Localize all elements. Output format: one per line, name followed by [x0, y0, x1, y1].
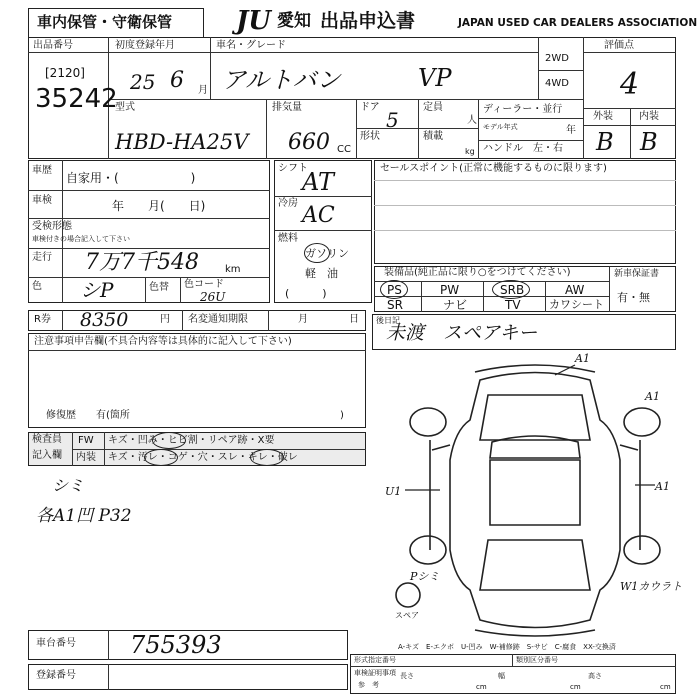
history-value: 自家用・( ) [66, 171, 196, 185]
inspector-note-1: シミ [52, 476, 85, 495]
wheel-front-left [410, 408, 446, 436]
model-year-label: モデル年式 [483, 123, 518, 131]
type-label: 型式 [115, 102, 135, 113]
sales-point-block [374, 160, 676, 264]
cert-block [350, 654, 676, 694]
tax-unit: 円 [160, 314, 170, 325]
color-code-value: 26U [200, 290, 226, 304]
dent-circle [152, 432, 186, 449]
ac-label: 冷房 [278, 198, 298, 209]
kg-unit: kg [465, 147, 475, 156]
doors-label: ドア [360, 102, 380, 113]
inspector-label-1: 検査員 [32, 434, 62, 445]
mirror-left [432, 445, 450, 450]
rear-bumper [475, 630, 595, 636]
grade-value: VP [418, 64, 452, 92]
diagram-legend: A-キズ E-エクボ U-凹み W-補修跡 S-サビ C-腐食 XX-交換済 [398, 643, 616, 651]
exterior-value: B [596, 128, 614, 156]
width-label: 幅 [498, 672, 505, 680]
new-car-value: 有・無 [617, 291, 650, 304]
equip-navi: ナビ [443, 298, 468, 312]
width-cm: cm [570, 683, 581, 691]
mileage-label: 走行 [32, 252, 52, 263]
fuel-gas: ガソリン [305, 247, 349, 260]
accept-note: 車検付きの場合記入して下さい [32, 235, 130, 243]
drive-4wd: 4WD [545, 78, 569, 89]
scuff-circle [250, 449, 284, 466]
equip-leather: カワシート [549, 298, 604, 311]
tax-value: 8350 [80, 309, 129, 331]
repair-label: 修復歴 有(箇所 [46, 410, 130, 421]
org-name: 愛知 [277, 11, 311, 31]
form-title: 出品申込書 [320, 10, 416, 32]
srb-circle [492, 280, 530, 299]
lot-bracket: [2120] [45, 66, 85, 80]
int-items: キズ・汚レ・コゲ・穴・スレ・キレ・破レ [108, 452, 298, 463]
cert-label: 車検証明事項 [354, 669, 396, 677]
equip-srb: SRB [500, 283, 525, 297]
deadline-day: 日 [349, 314, 359, 325]
reg-label: 登録番号 [36, 670, 76, 681]
reg-block [28, 664, 348, 690]
cert-ref: 参 考 [358, 681, 379, 689]
car-damage-diagram [380, 350, 690, 650]
stain-circle [144, 449, 178, 466]
storage-label: 車内保管・守衛保管 [37, 13, 173, 31]
displacement-value: 660 [288, 130, 330, 155]
fw-items: キズ・凹み・ヒビ割・リペア跡・X要 [108, 435, 275, 446]
mark-front: A1 [575, 352, 590, 365]
rear-window [480, 540, 590, 590]
displacement-label: 排気量 [272, 102, 302, 113]
fuel-gas-circle [304, 243, 330, 263]
equip-sr: SR [387, 298, 403, 312]
capacity-label: 定員 [423, 102, 443, 113]
dealer-label: ディーラー・並行 [483, 104, 563, 115]
km-unit: km [225, 264, 241, 275]
fuel-label: 燃料 [278, 233, 298, 244]
shift-value: AT [302, 168, 335, 196]
color-value: シP [80, 278, 114, 302]
front-bumper [475, 365, 595, 372]
deadline-month: 月 [298, 314, 308, 325]
person-unit: 人 [467, 115, 477, 126]
car-name-label: 車名・グレード [216, 40, 286, 51]
rear-label: 後日記 [376, 316, 400, 325]
drive-2wd: 2WD [545, 53, 569, 64]
accept-label: 受検形態 [32, 221, 72, 232]
wheel-rear-right [624, 536, 660, 564]
length-cm: cm [476, 683, 487, 691]
inspector-label-2: 記入欄 [32, 450, 62, 461]
score-label: 評価点 [604, 40, 634, 51]
fuel-light: 軽 油 [305, 267, 338, 280]
mark-rear-right: W1カウラト [620, 580, 683, 593]
roof-panel [490, 460, 580, 525]
car-name-value: アルトバン [222, 66, 341, 94]
wheel-rear-left [410, 536, 446, 564]
load-label: 積載 [423, 131, 443, 142]
exterior-label: 外装 [593, 111, 613, 122]
equipment-label: 装備品(純正品に限り○をつけてください) [384, 267, 571, 278]
inspection-value: 年 月( 日) [112, 199, 206, 213]
ac-value: AC [302, 203, 335, 228]
mirror-right [620, 445, 638, 450]
category-label: 類別区分番号 [516, 656, 558, 664]
equip-tv: TV [505, 298, 521, 312]
deadline-label: 名変通知期限 [188, 314, 248, 325]
month-unit: 月 [198, 85, 208, 96]
cc-unit: CC [337, 144, 351, 155]
reg-year: 25 [130, 70, 156, 94]
association-name: JAPAN USED CAR DEALERS ASSOCIATION [458, 17, 698, 29]
mark-right: A1 [655, 480, 670, 493]
doors-value: 5 [386, 108, 399, 132]
length-label: 長さ [400, 672, 414, 680]
lot-number: 35242 [35, 84, 118, 114]
shape-label: 形状 [360, 131, 380, 142]
ps-circle [380, 280, 408, 299]
height-label: 高さ [588, 672, 602, 680]
mark-rear-left: Pシミ [410, 570, 440, 583]
inspector-note-2: 各A1凹 P32 [36, 506, 132, 526]
equip-ps: PS [387, 283, 402, 297]
mark-left: U1 [385, 485, 402, 498]
fuel-paren: ( ) [285, 287, 327, 300]
height-cm: cm [660, 683, 671, 691]
interior-label: 内装 [639, 111, 659, 122]
mark-spare: スペア [395, 611, 419, 620]
lot-label: 出品番号 [33, 40, 73, 51]
interior-value: B [640, 128, 658, 156]
new-car-label: 新車保証書 [614, 269, 660, 279]
repair-paren: ) [340, 410, 344, 421]
ju-logo: JU [236, 6, 271, 36]
score-value: 4 [620, 67, 640, 102]
handle-label: ハンドル 左・右 [483, 143, 563, 154]
shift-label: シフト [278, 163, 308, 174]
mileage-value: 7万7千548 [85, 250, 199, 275]
type-value: HBD-HA25V [115, 130, 249, 154]
color-change-label: 色替 [149, 282, 169, 293]
hood-panel [480, 395, 590, 440]
color-code-label: 色コード [184, 279, 224, 290]
tax-label: R券 [34, 314, 51, 325]
reg-month: 6 [170, 68, 184, 93]
rear-value: 未渡 スペアキー [386, 322, 538, 344]
year-unit: 年 [566, 125, 576, 136]
spare-tire [396, 583, 420, 607]
inspection-label: 車検 [32, 195, 52, 206]
storage-box [28, 8, 204, 38]
chassis-label: 車台番号 [36, 638, 76, 649]
history-label: 車歴 [32, 165, 52, 176]
fw-label: FW [78, 435, 94, 446]
wheel-front-right [624, 408, 660, 436]
chassis-value: 755393 [130, 631, 222, 659]
color-label: 色 [32, 281, 42, 292]
equip-pw: PW [440, 283, 460, 297]
equip-aw: AW [565, 283, 585, 297]
int-label: 内装 [76, 452, 96, 463]
mark-front-right: A1 [645, 390, 660, 403]
sales-point-label: セールスポイント(正常に機能するものに限ります) [380, 163, 607, 174]
model-no-label: 形式指定番号 [354, 656, 396, 664]
first-reg-label: 初度登録年月 [115, 40, 175, 51]
notes-label: 注意事項申告欄(不具合内容等は具体的に記入して下さい) [34, 336, 292, 347]
